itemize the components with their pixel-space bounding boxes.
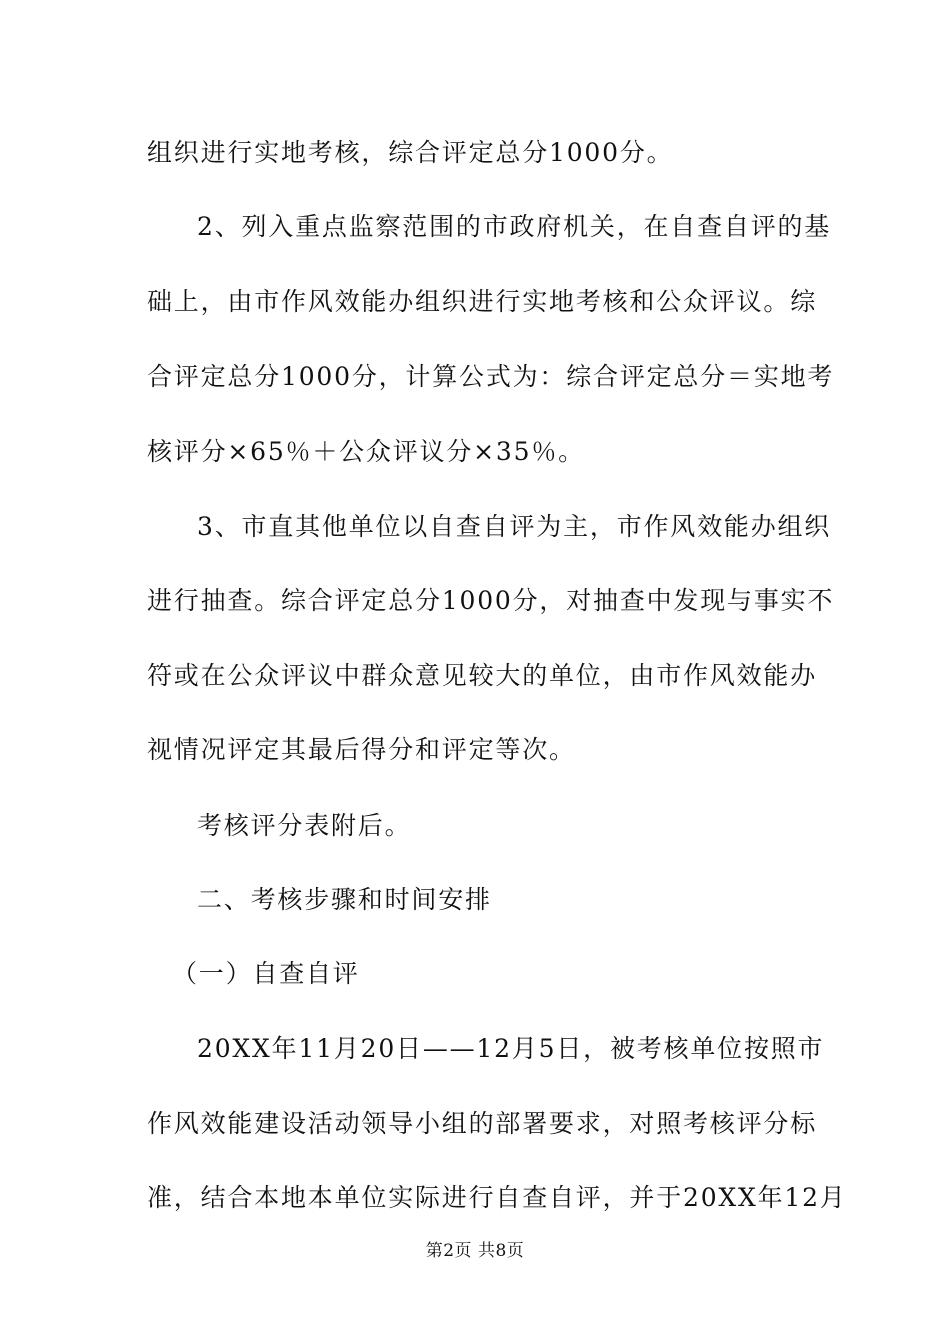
body-line: 考核评分表附后。 <box>197 811 412 840</box>
body-line: 核评分×65％＋公众评议分×35％。 <box>147 437 585 466</box>
subsection-heading: （一）自查自评 <box>172 959 360 988</box>
body-line: 进行抽查。综合评定总分1000分，对抽查中发现与事实不 <box>147 586 835 615</box>
body-line: 3、市直其他单位以自查自评为主，市作风效能办组织 <box>197 512 832 541</box>
section-heading: 二、考核步骤和时间安排 <box>197 885 492 914</box>
body-line: 作风效能建设活动领导小组的部署要求，对照考核评分标 <box>147 1109 818 1138</box>
page-number-footer: 第2页 共8页 <box>425 1241 525 1261</box>
body-line: 2、列入重点监察范围的市政府机关，在自查自评的基 <box>197 212 832 241</box>
body-line: 础上，由市作风效能办组织进行实地考核和公众评议。综 <box>147 287 818 316</box>
body-line: 视情况评定其最后得分和评定等次。 <box>147 735 576 764</box>
body-line: 符或在公众评议中群众意见较大的单位，由市作风效能办 <box>147 661 818 690</box>
body-line: 20XX年11月20日——12月5日，被考核单位按照市 <box>197 1034 825 1063</box>
body-line: 组织进行实地考核，综合评定总分1000分。 <box>147 138 674 167</box>
body-line: 合评定总分1000分，计算公式为：综合评定总分＝实地考 <box>147 362 835 391</box>
body-line: 准，结合本地本单位实际进行自查自评，并于20XX年12月 <box>147 1183 847 1212</box>
